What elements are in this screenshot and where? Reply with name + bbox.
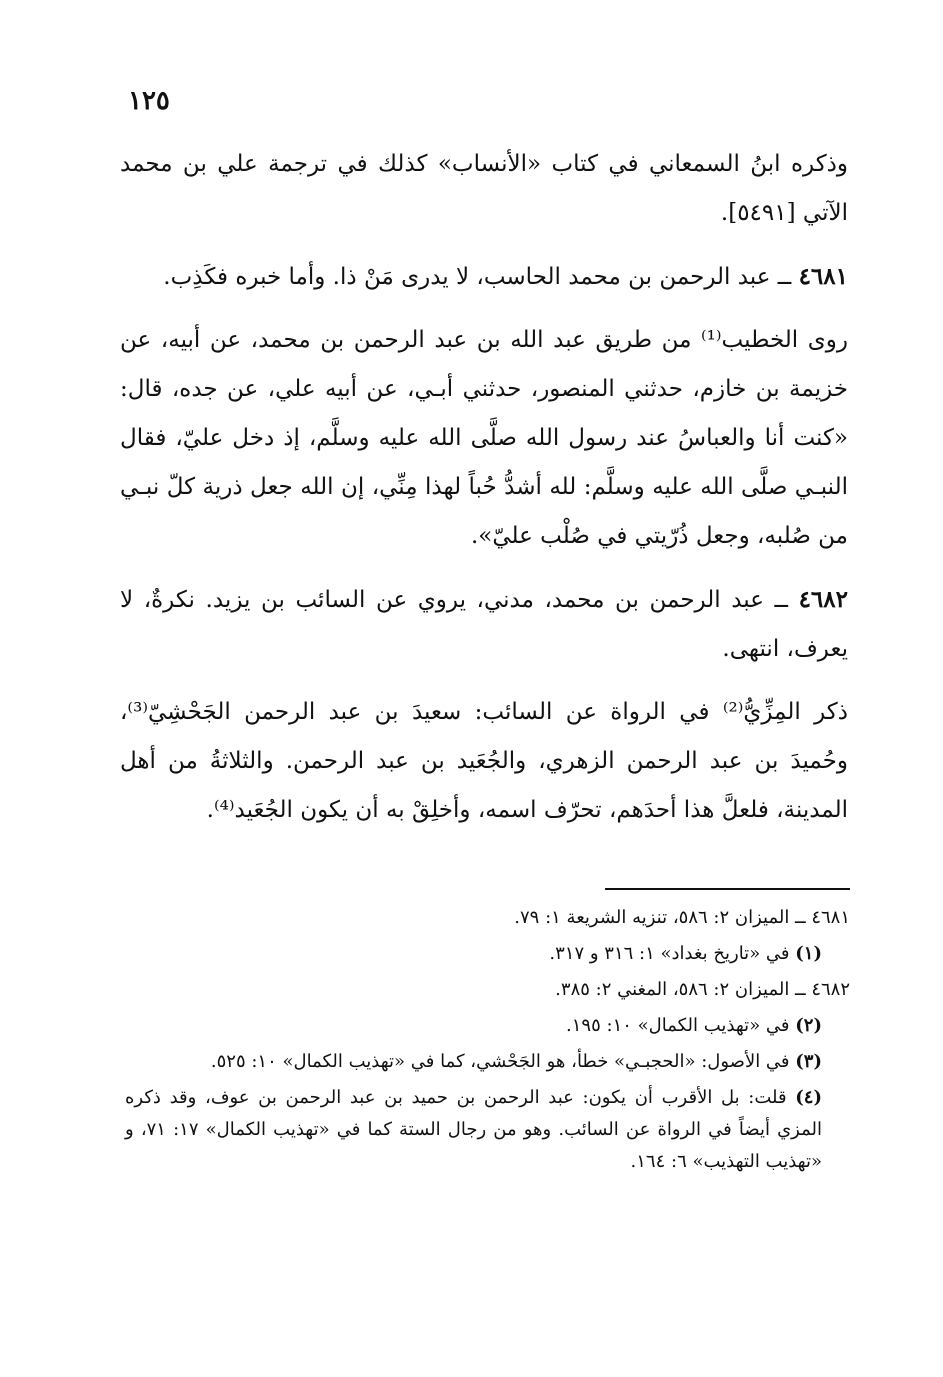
footnote-divider [605, 888, 850, 890]
footnote-marker: (٣) [795, 1051, 822, 1072]
footnote-marker: (١) [795, 943, 822, 964]
entry-paragraph [120, 252, 848, 302]
paragraph-text: ذكر المِزِّيُّ⁽²⁾ في الرواة عن السائب: سعيدَ بن عبد الرحمن الجَحْشِيّ⁽³⁾، وحُميدَ بن عبد الرحمن الزهري، والجُعَيد بن عبد الرحمن. والثلاثةُ من أهل المدينة، فلعلَّ هذا أحدَهم، تحرّف اسمه، وأخلِقْ به أن يكون الجُعَيد⁽⁴⁾. [120, 699, 849, 823]
paragraph-text: ــ عبد الرحمن بن محمد الحاسب، لا يدرى مَنْ ذا. وأما خبره فكَذِب. [163, 264, 799, 290]
footnote [125, 1082, 850, 1178]
paragraph [120, 688, 848, 835]
footnote [125, 938, 850, 970]
paragraph [120, 140, 848, 238]
footnotes [125, 902, 850, 1182]
paragraph-text: وذكره ابنُ السمعاني في كتاب «الأنساب» كذلك في ترجمة علي بن محمد الآتي [٥٤٩١]. [120, 151, 848, 226]
entry-number: ٤٦٨٢ [798, 586, 848, 613]
footnote [125, 1010, 850, 1042]
footnote [125, 1046, 850, 1078]
main-text [120, 140, 848, 849]
footnote-text: في «تهذيب الكمال» ١٠: ١٩٥. [566, 1015, 796, 1036]
footnote-text: قلت: بل الأقرب أن يكون: عبد الرحمن بن حميد بن عبد الرحمن بن عوف، وقد ذكره المزي أيضاً في الرواة عن السائب. وهو من رجال الستة كما في «تهذيب الكمال» ١٧: ٧١، و «تهذيب التهذيب» ٦: ١٦٤. [125, 1087, 822, 1172]
paragraph-text: روى الخطيب⁽¹⁾ من طريق عبد الله بن عبد الرحمن بن محمد، عن أبيه، عن خزيمة بن خازم، حدثني المنصور، حدثني أبـي، عن أبيه علي، عن جده، قال: «كنت أنا والعباسُ عند رسول الله صلَّى الله عليه وسلَّم، إذ دخل عليّ، فقال النبـي صلَّى الله عليه وسلَّم: لله أشدُّ حُباً لهذا مِنِّي، إن الله جعل ذرية كلّ نبـي من صُلبه، وجعل ذُرّيتي في صُلْب عليّ». [120, 327, 848, 549]
footnote-source [125, 974, 850, 1006]
footnote-text: في الأصول: «الحجبـي» خطأ، هو الجَحْشي، كما في «تهذيب الكمال» ١٠: ٥٢٥. [210, 1051, 796, 1072]
entry-paragraph [120, 575, 848, 674]
footnote-text: ٤٦٨١ ــ الميزان ٢: ٥٨٦، تنزيه الشريعة ١: ٧٩. [514, 907, 850, 928]
entry-number: ٤٦٨١ [798, 263, 848, 290]
page-number: ١٢٥ [128, 86, 170, 116]
footnote-text: ٤٦٨٢ ــ الميزان ٢: ٥٨٦، المغني ٢: ٣٨٥. [555, 979, 850, 1000]
paragraph-text: ــ عبد الرحمن بن محمد، مدني، يروي عن السائب بن يزيد. نكرةٌ، لا يعرف، انتهى. [120, 587, 848, 662]
footnote-source [125, 902, 850, 934]
footnote-marker: (٤) [795, 1087, 822, 1108]
paragraph [120, 316, 848, 561]
footnote-marker: (٢) [795, 1015, 822, 1036]
footnote-text: في «تاريخ بغداد» ١: ٣١٦ و ٣١٧. [549, 943, 796, 964]
